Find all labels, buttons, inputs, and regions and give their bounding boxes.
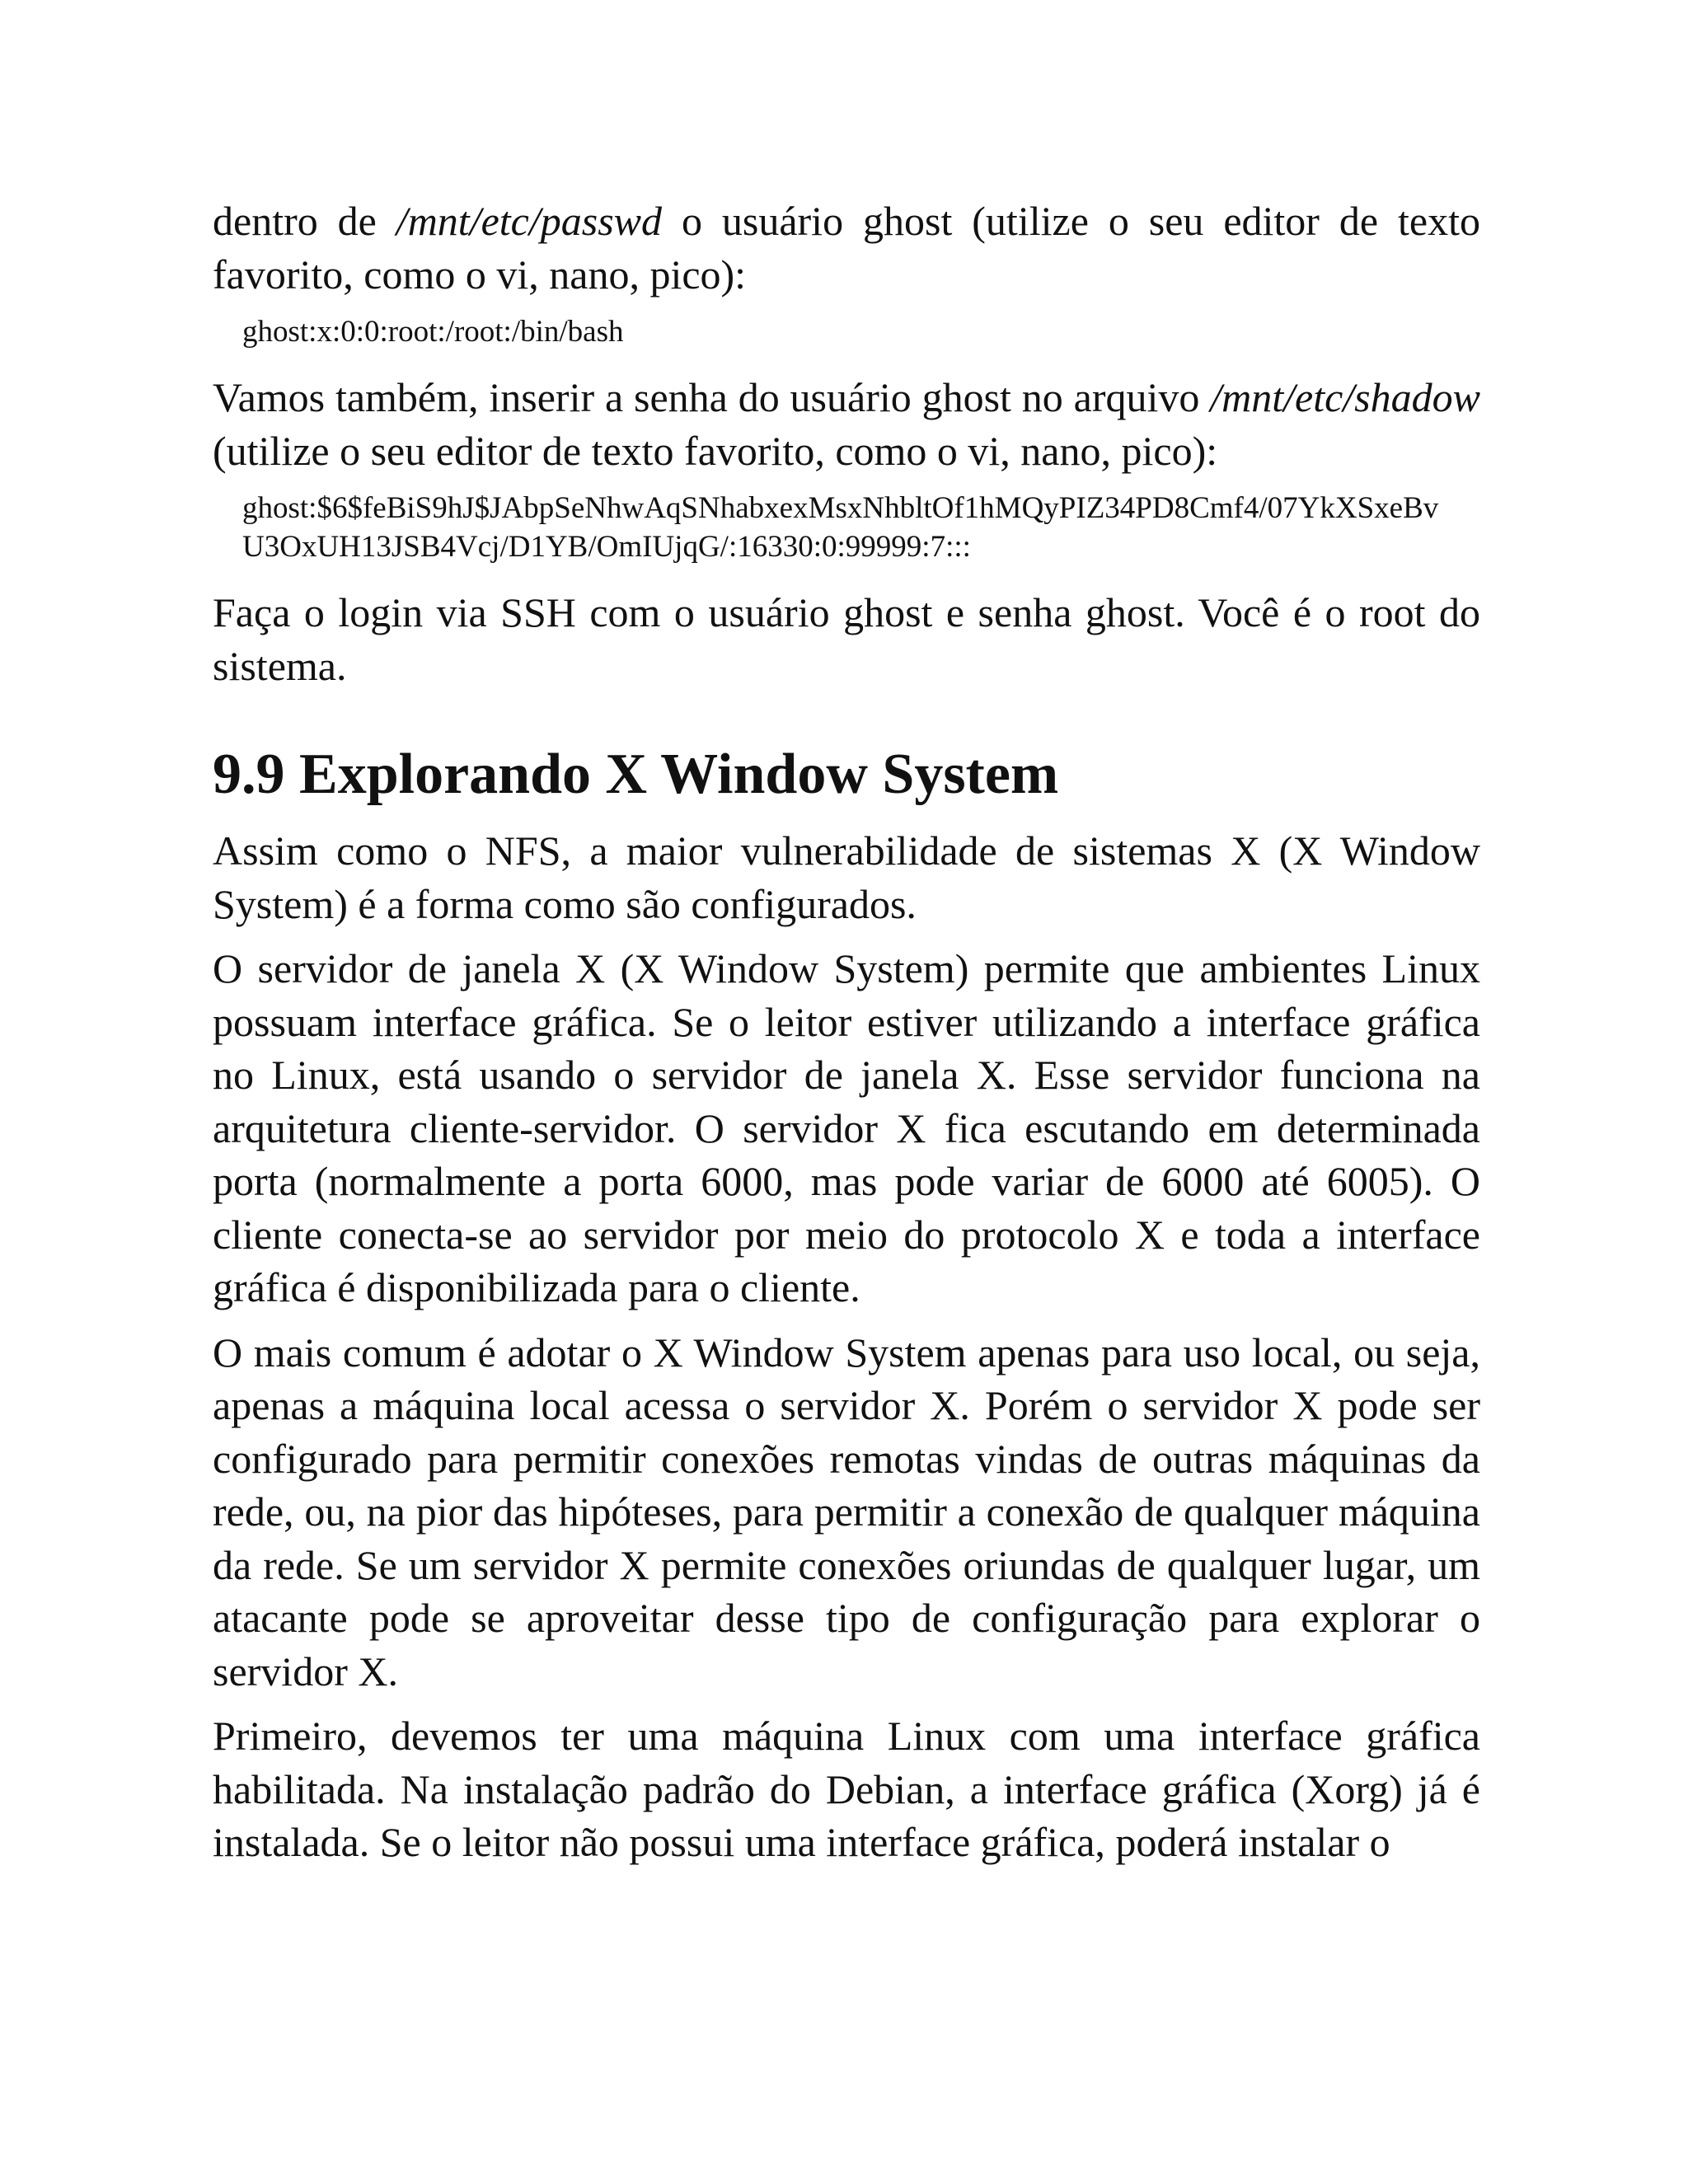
code-line: ghost:$6$feBiS9hJ$JAbpSeNhwAqSNhabxexMsxNhbltOf1hMQyPIZ34PD8Cmf4/07YkXSxeBv	[242, 491, 1439, 525]
paragraph-remote-connections: O mais comum é adotar o X Window System apenas para uso local, ou seja, apenas a máquina local acessa o servidor X. Porém o servidor X pode ser configurado para permitir conexões remotas vindas de outras máquinas da rede, ou, na pior das hipóteses, para permitir a conexão de qualquer máquina da rede. Se um servidor X permite conexões oriundas de qualquer lugar, um atacante pode se aproveitar desse tipo de configuração para explorar o servidor X.	[213, 1329, 1480, 1694]
paragraph-text: Vamos também, inserir a senha do usuário ghost no arquivo	[213, 374, 1211, 420]
paragraph-ssh-login: Faça o login via SSH com o usuário ghost e senha ghost. Você é o root do sistema.	[213, 589, 1480, 689]
paragraph-x-server-description: O servidor de janela X (X Window System) permite que ambientes Linux possuam interface gráfica. Se o leitor estiver utilizando a interface gráfica no Linux, está usando o servidor de janela X. Esse servidor funciona na arquitetura cliente-servidor. O servidor X fica escutando em determinada porta (normalmente a porta 6000, mas pode variar de 6000 até 6005). O cliente conecta-se ao servidor por meio do protocolo X e toda a interface gráfica é disponibilizada para o cliente.	[213, 945, 1480, 1310]
paragraph-shadow-instruction	[213, 371, 1480, 477]
paragraph-graphical-interface: Primeiro, devemos ter uma máquina Linux com uma interface gráfica habilitada. Na instalação padrão do Debian, a interface gráfica (Xorg) já é instalada. Se o leitor não possui uma interface gráfica, poderá instalar o	[213, 1713, 1480, 1865]
document-page	[213, 194, 1480, 1881]
code-line: ghost:x:0:0:root:/root:/bin/bash	[242, 315, 624, 349]
code-passwd-entry	[242, 312, 1480, 351]
file-path-passwd: /mnt/etc/passwd	[396, 198, 663, 244]
code-line: U3OxUH13JSB4Vcj/D1YB/OmIUjqG/:16330:0:99999:7:::	[242, 530, 971, 564]
file-path-shadow: /mnt/etc/shadow	[1210, 374, 1480, 420]
section-heading: 9.9 Explorando X Window System	[213, 743, 1059, 806]
paragraph-text: (utilize o seu editor de texto favorito, como o vi, nano, pico):	[213, 427, 1218, 474]
paragraph-text: dentro de	[213, 198, 396, 244]
paragraph-passwd-instruction	[213, 194, 1480, 301]
paragraph-text: o usuário ghost (utilize o seu editor de texto favorito, como o vi, nano, pico):	[213, 198, 1480, 298]
paragraph-nfs-comparison: Assim como o NFS, a maior vulnerabilidade de sistemas X (X Window System) é a forma como são configurados.	[213, 827, 1480, 927]
code-shadow-entry	[242, 489, 1480, 566]
